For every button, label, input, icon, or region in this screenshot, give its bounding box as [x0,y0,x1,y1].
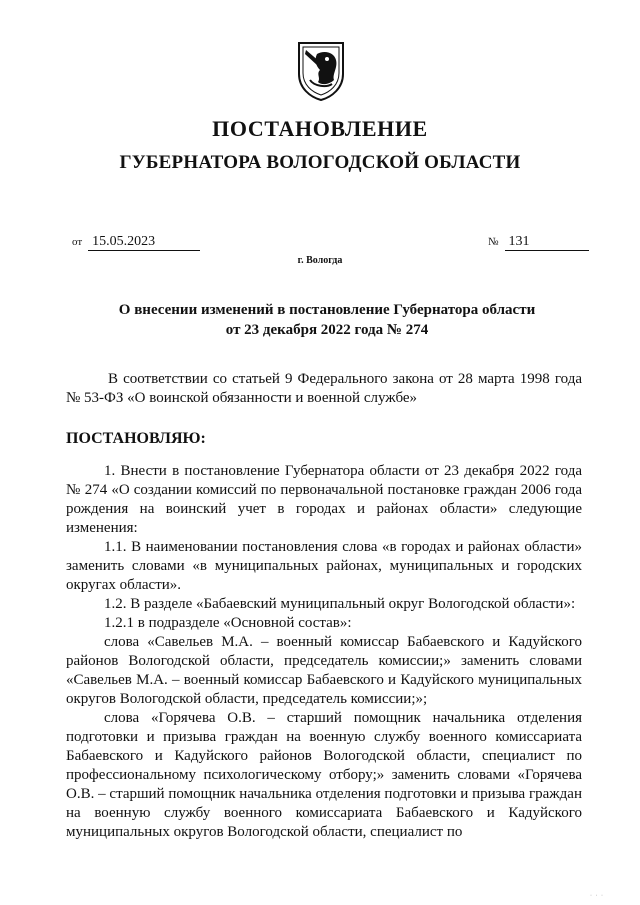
document-title: ПОСТАНОВЛЕНИЕ [212,116,428,141]
paragraph: 1.2. В разделе «Бабаевский муниципальный округ Вологодской области»: [104,596,576,612]
paragraph: 1. Внести в постановление Губернатора области от 23 декабря 2022 года № 274 «О создании комиссий по первоначальной постановке граждан 2006 года рождения на воинский учет в городах и районах области» следующие изменения: [66,463,582,536]
scan-mark: · · · [590,893,604,899]
paragraph: слова «Савельев М.А. – военный комиссар Бабаевского и Кадуйского районов Вологодской области, председатель комиссии;» заменить словами «Савельев М.А. – военный комиссар Бабаевского и Кадуйского муниципальных округов Вологодской области, председатель комиссии;»; [66,634,582,707]
document-subtitle: ГУБЕРНАТОРА ВОЛОГОДСКОЙ ОБЛАСТИ [119,152,521,173]
subject-line-2: от 23 декабря 2022 года № 274 [225,322,429,338]
resolve-heading: ПОСТАНОВЛЯЮ: [66,430,206,447]
date-field [72,234,200,251]
paragraph: 1.2.1 в подразделе «Основной состав»: [104,615,352,631]
number-value: 131 [505,234,589,251]
number-field [488,234,589,251]
city-label: г. Вологда [297,255,343,266]
coat-of-arms-icon [296,40,346,102]
date-label: от [72,236,83,248]
subject-line-1: О внесении изменений в постановление Губернатора области [118,302,536,318]
document-body [66,462,582,842]
date-value: 15.05.2023 [88,234,200,251]
document-subject [72,300,582,340]
paragraph: слова «Горячева О.В. – старший помощник начальника отделения подготовки и призыва граждан на военную службу военного комиссариата Бабаевского и Кадуйского районов Вологодской области, специалист по профессиональному психологическому отбору;» заменить словами «Горячева О.В. – старший помощник начальника отделения подготовки и призыва граждан на военную службу военного комиссариата Бабаевского и Кадуйского муниципальных округов Вологодской области, специалист по [66,710,582,840]
number-label: № [488,236,499,248]
paragraph: 1.1. В наименовании постановления слова «в городах и районах области» заменить словами «в муниципальных районах, муниципальных и городских округах области». [66,539,582,593]
intro-paragraph: В соответствии со статьей 9 Федерального закона от 28 марта 1998 года № 53-ФЗ «О воинской обязанности и военной службе» [66,371,582,406]
